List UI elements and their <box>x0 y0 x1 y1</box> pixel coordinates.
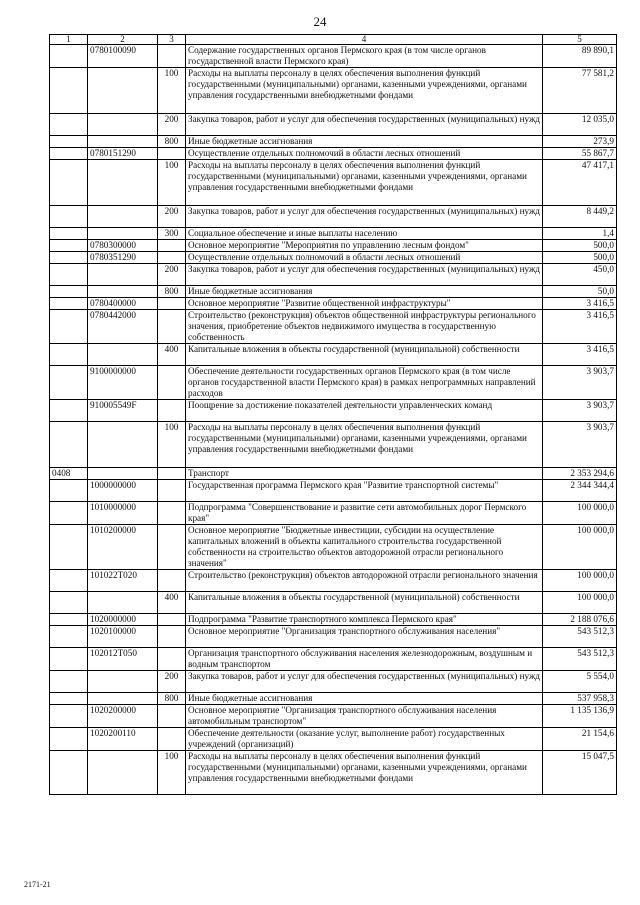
target-article-cell <box>88 344 158 366</box>
target-article-cell <box>88 160 158 206</box>
table-row <box>50 206 617 228</box>
amount-cell: 12 035,0 <box>543 114 617 136</box>
expense-type-cell <box>158 705 186 728</box>
division-code-cell <box>50 592 88 614</box>
description-cell: Расходы на выплаты персоналу в целях обеспечения выполнения функций государственными (муниципальными) органами, казенными учреждениями, органами управления государственными внебюджетными фондами <box>186 751 543 795</box>
amount-cell: 50,0 <box>543 286 617 298</box>
amount-cell: 537 958,3 <box>543 693 617 705</box>
table-row <box>50 366 617 400</box>
table-row <box>50 344 617 366</box>
table-row <box>50 228 617 240</box>
target-article-cell: 0780300000 <box>88 240 158 252</box>
amount-cell: 1 135 136,9 <box>543 705 617 728</box>
expense-type-cell: 200 <box>158 671 186 693</box>
page-number: 24 <box>313 14 327 29</box>
division-code-cell <box>50 114 88 136</box>
target-article-cell: 9100000000 <box>88 366 158 400</box>
table-row <box>50 468 617 480</box>
description-cell: Основное мероприятие "Мероприятия по управлению лесным фондом" <box>186 240 543 252</box>
division-code-cell <box>50 298 88 310</box>
table-row <box>50 728 617 751</box>
expense-type-cell <box>158 570 186 592</box>
table-header-row <box>50 35 617 45</box>
target-article-cell: 1020200110 <box>88 728 158 751</box>
expense-type-cell: 400 <box>158 344 186 366</box>
expense-type-cell: 200 <box>158 206 186 228</box>
expense-type-cell <box>158 626 186 648</box>
division-code-cell <box>50 648 88 671</box>
table-row <box>50 136 617 148</box>
expense-type-cell <box>158 480 186 502</box>
description-cell: Основное мероприятие "Развитие общественной инфраструктуры" <box>186 298 543 310</box>
target-article-cell: 1020000000 <box>88 614 158 626</box>
expense-type-cell <box>158 525 186 570</box>
division-code-cell <box>50 570 88 592</box>
division-code-cell <box>50 693 88 705</box>
division-code-cell: 0408 <box>50 468 88 480</box>
description-cell: Государственная программа Пермского края "Развитие транспортной системы" <box>186 480 543 502</box>
target-article-cell: 101022T020 <box>88 570 158 592</box>
table-row <box>50 286 617 298</box>
table-row <box>50 626 617 648</box>
division-code-cell <box>50 400 88 422</box>
budget-table <box>49 34 617 795</box>
target-article-cell: 0780442000 <box>88 310 158 344</box>
table-row <box>50 614 617 626</box>
amount-cell: 100 000,0 <box>543 592 617 614</box>
amount-cell: 77 581,2 <box>543 68 617 114</box>
division-code-cell <box>50 286 88 298</box>
target-article-cell <box>88 136 158 148</box>
header-col-1: 1 <box>50 35 88 45</box>
expense-type-cell: 100 <box>158 422 186 468</box>
target-article-cell <box>88 693 158 705</box>
expense-type-cell: 200 <box>158 264 186 286</box>
expense-type-cell <box>158 45 186 68</box>
description-cell: Обеспечение деятельности (оказание услуг, выполнение работ) государственных учреждений (организаций) <box>186 728 543 751</box>
division-code-cell <box>50 626 88 648</box>
table-row <box>50 570 617 592</box>
amount-cell: 2 344 344,4 <box>543 480 617 502</box>
amount-cell: 8 449,2 <box>543 206 617 228</box>
target-article-cell <box>88 592 158 614</box>
table-row <box>50 693 617 705</box>
expense-type-cell: 100 <box>158 68 186 114</box>
expense-type-cell <box>158 468 186 480</box>
header-col-3: 3 <box>158 35 186 45</box>
expense-type-cell <box>158 310 186 344</box>
division-code-cell <box>50 252 88 264</box>
amount-cell: 3 416,5 <box>543 298 617 310</box>
amount-cell: 543 512,3 <box>543 626 617 648</box>
expense-type-cell <box>158 252 186 264</box>
target-article-cell <box>88 468 158 480</box>
target-article-cell <box>88 206 158 228</box>
table-row <box>50 480 617 502</box>
description-cell: Подпрограмма "Развитие транспортного комплекса Пермского края" <box>186 614 543 626</box>
description-cell: Расходы на выплаты персоналу в целях обеспечения выполнения функций государственными (муниципальными) органами, казенными учреждениями, органами управления государственными внебюджетными фондами <box>186 422 543 468</box>
target-article-cell: 1010200000 <box>88 525 158 570</box>
amount-cell: 100 000,0 <box>543 502 617 525</box>
document-footer-code: 2171-21 <box>24 880 51 889</box>
amount-cell: 100 000,0 <box>543 525 617 570</box>
expense-type-cell: 400 <box>158 592 186 614</box>
table-row <box>50 264 617 286</box>
description-cell: Иные бюджетные ассигнования <box>186 136 543 148</box>
division-code-cell <box>50 310 88 344</box>
expense-type-cell: 100 <box>158 751 186 795</box>
description-cell: Содержание государственных органов Пермского края (в том числе органов государственной власти Пермского края) <box>186 45 543 68</box>
amount-cell: 3 903,7 <box>543 400 617 422</box>
expense-type-cell <box>158 614 186 626</box>
target-article-cell: 1000000000 <box>88 480 158 502</box>
target-article-cell: 1020100000 <box>88 626 158 648</box>
description-cell: Поощрение за достижение показателей деятельности управленческих команд <box>186 400 543 422</box>
table-row <box>50 310 617 344</box>
target-article-cell: 0780151290 <box>88 148 158 160</box>
target-article-cell: 1010000000 <box>88 502 158 525</box>
target-article-cell <box>88 114 158 136</box>
description-cell: Закупка товаров, работ и услуг для обеспечения государственных (муниципальных) нужд <box>186 671 543 693</box>
target-article-cell <box>88 228 158 240</box>
table-row <box>50 705 617 728</box>
description-cell: Закупка товаров, работ и услуг для обеспечения государственных (муниципальных) нужд <box>186 114 543 136</box>
amount-cell: 2 188 076,6 <box>543 614 617 626</box>
header-col-2: 2 <box>88 35 158 45</box>
expense-type-cell <box>158 400 186 422</box>
table-row <box>50 114 617 136</box>
amount-cell: 273,9 <box>543 136 617 148</box>
amount-cell: 500,0 <box>543 240 617 252</box>
division-code-cell <box>50 480 88 502</box>
division-code-cell <box>50 751 88 795</box>
target-article-cell <box>88 422 158 468</box>
expense-type-cell <box>158 240 186 252</box>
amount-cell: 2 353 294,6 <box>543 468 617 480</box>
table-row <box>50 240 617 252</box>
expense-type-cell <box>158 648 186 671</box>
expense-type-cell <box>158 298 186 310</box>
description-cell: Расходы на выплаты персоналу в целях обеспечения выполнения функций государственными (муниципальными) органами, казенными учреждениями, органами управления государственными внебюджетными фондами <box>186 68 543 114</box>
expense-type-cell: 300 <box>158 228 186 240</box>
expense-type-cell: 800 <box>158 136 186 148</box>
amount-cell: 5 554,0 <box>543 671 617 693</box>
target-article-cell <box>88 68 158 114</box>
amount-cell: 450,0 <box>543 264 617 286</box>
description-cell: Иные бюджетные ассигнования <box>186 286 543 298</box>
amount-cell: 500,0 <box>543 252 617 264</box>
target-article-cell: 910005549F <box>88 400 158 422</box>
table-row <box>50 45 617 68</box>
amount-cell: 3 416,5 <box>543 310 617 344</box>
division-code-cell <box>50 344 88 366</box>
target-article-cell: 0780351290 <box>88 252 158 264</box>
description-cell: Расходы на выплаты персоналу в целях обеспечения выполнения функций государственными (муниципальными) органами, казенными учреждениями, органами управления государственными внебюджетными фондами <box>186 160 543 206</box>
expense-type-cell: 200 <box>158 114 186 136</box>
division-code-cell <box>50 422 88 468</box>
expense-type-cell: 100 <box>158 160 186 206</box>
division-code-cell <box>50 160 88 206</box>
expense-type-cell: 800 <box>158 693 186 705</box>
table-row <box>50 160 617 206</box>
description-cell: Закупка товаров, работ и услуг для обеспечения государственных (муниципальных) нужд <box>186 206 543 228</box>
table-row <box>50 751 617 795</box>
expense-type-cell: 800 <box>158 286 186 298</box>
description-cell: Капитальные вложения в объекты государственной (муниципальной) собственности <box>186 344 543 366</box>
amount-cell: 21 154,6 <box>543 728 617 751</box>
division-code-cell <box>50 136 88 148</box>
description-cell: Основное мероприятие "Бюджетные инвестиции, субсидии на осуществление капитальных вложений в объекты капитального строительства государственной собственности на строительство объектов автодорожной отрасли регионального значения" <box>186 525 543 570</box>
division-code-cell <box>50 728 88 751</box>
target-article-cell: 0780400000 <box>88 298 158 310</box>
description-cell: Социальное обеспечение и иные выплаты населению <box>186 228 543 240</box>
table-row <box>50 525 617 570</box>
description-cell: Подпрограмма "Совершенствование и развитие сети автомобильных дорог Пермского края" <box>186 502 543 525</box>
amount-cell: 47 417,1 <box>543 160 617 206</box>
expense-type-cell <box>158 502 186 525</box>
target-article-cell: 102012T050 <box>88 648 158 671</box>
division-code-cell <box>50 502 88 525</box>
description-cell: Транспорт <box>186 468 543 480</box>
description-cell: Строительство (реконструкция) объектов автодорожной отрасли регионального значения <box>186 570 543 592</box>
amount-cell: 3 903,7 <box>543 366 617 400</box>
expense-type-cell <box>158 148 186 160</box>
amount-cell: 55 867,7 <box>543 148 617 160</box>
target-article-cell <box>88 286 158 298</box>
description-cell: Основное мероприятие "Организация транспортного обслуживания населения" <box>186 626 543 648</box>
amount-cell: 3 416,5 <box>543 344 617 366</box>
amount-cell: 89 890,1 <box>543 45 617 68</box>
description-cell: Осуществление отдельных полномочий в области лесных отношений <box>186 148 543 160</box>
description-cell: Строительство (реконструкция) объектов общественной инфраструктуры регионального значения, приобретение объектов недвижимого имущества в государственную собственность <box>186 310 543 344</box>
description-cell: Основное мероприятие "Организация транспортного обслуживания населения автомобильным транспортом" <box>186 705 543 728</box>
table-row <box>50 252 617 264</box>
table-row <box>50 298 617 310</box>
division-code-cell <box>50 68 88 114</box>
table-row <box>50 400 617 422</box>
division-code-cell <box>50 240 88 252</box>
description-cell: Иные бюджетные ассигнования <box>186 693 543 705</box>
target-article-cell: 1020200000 <box>88 705 158 728</box>
table-row <box>50 592 617 614</box>
target-article-cell <box>88 751 158 795</box>
division-code-cell <box>50 264 88 286</box>
amount-cell: 543 512,3 <box>543 648 617 671</box>
target-article-cell: 0780100090 <box>88 45 158 68</box>
header-col-5: 5 <box>543 35 617 45</box>
division-code-cell <box>50 525 88 570</box>
division-code-cell <box>50 705 88 728</box>
target-article-cell <box>88 671 158 693</box>
amount-cell: 1,4 <box>543 228 617 240</box>
header-col-4: 4 <box>186 35 543 45</box>
expense-type-cell <box>158 728 186 751</box>
division-code-cell <box>50 228 88 240</box>
description-cell: Закупка товаров, работ и услуг для обеспечения государственных (муниципальных) нужд <box>186 264 543 286</box>
expense-type-cell <box>158 366 186 400</box>
description-cell: Обеспечение деятельности государственных органов Пермского края (в том числе органов государственной власти Пермского края) в рамках непрограммных направлений расходов <box>186 366 543 400</box>
table-row <box>50 422 617 468</box>
division-code-cell <box>50 366 88 400</box>
table-row <box>50 648 617 671</box>
description-cell: Капитальные вложения в объекты государственной (муниципальной) собственности <box>186 592 543 614</box>
table-row <box>50 68 617 114</box>
table-row <box>50 502 617 525</box>
amount-cell: 15 047,5 <box>543 751 617 795</box>
division-code-cell <box>50 45 88 68</box>
description-cell: Осуществление отдельных полномочий в области лесных отношений <box>186 252 543 264</box>
division-code-cell <box>50 148 88 160</box>
description-cell: Организация транспортного обслуживания населения железнодорожным, воздушным и водным транспортом <box>186 648 543 671</box>
amount-cell: 100 000,0 <box>543 570 617 592</box>
division-code-cell <box>50 671 88 693</box>
table-row <box>50 148 617 160</box>
target-article-cell <box>88 264 158 286</box>
division-code-cell <box>50 206 88 228</box>
table-row <box>50 671 617 693</box>
division-code-cell <box>50 614 88 626</box>
amount-cell: 3 903,7 <box>543 422 617 468</box>
